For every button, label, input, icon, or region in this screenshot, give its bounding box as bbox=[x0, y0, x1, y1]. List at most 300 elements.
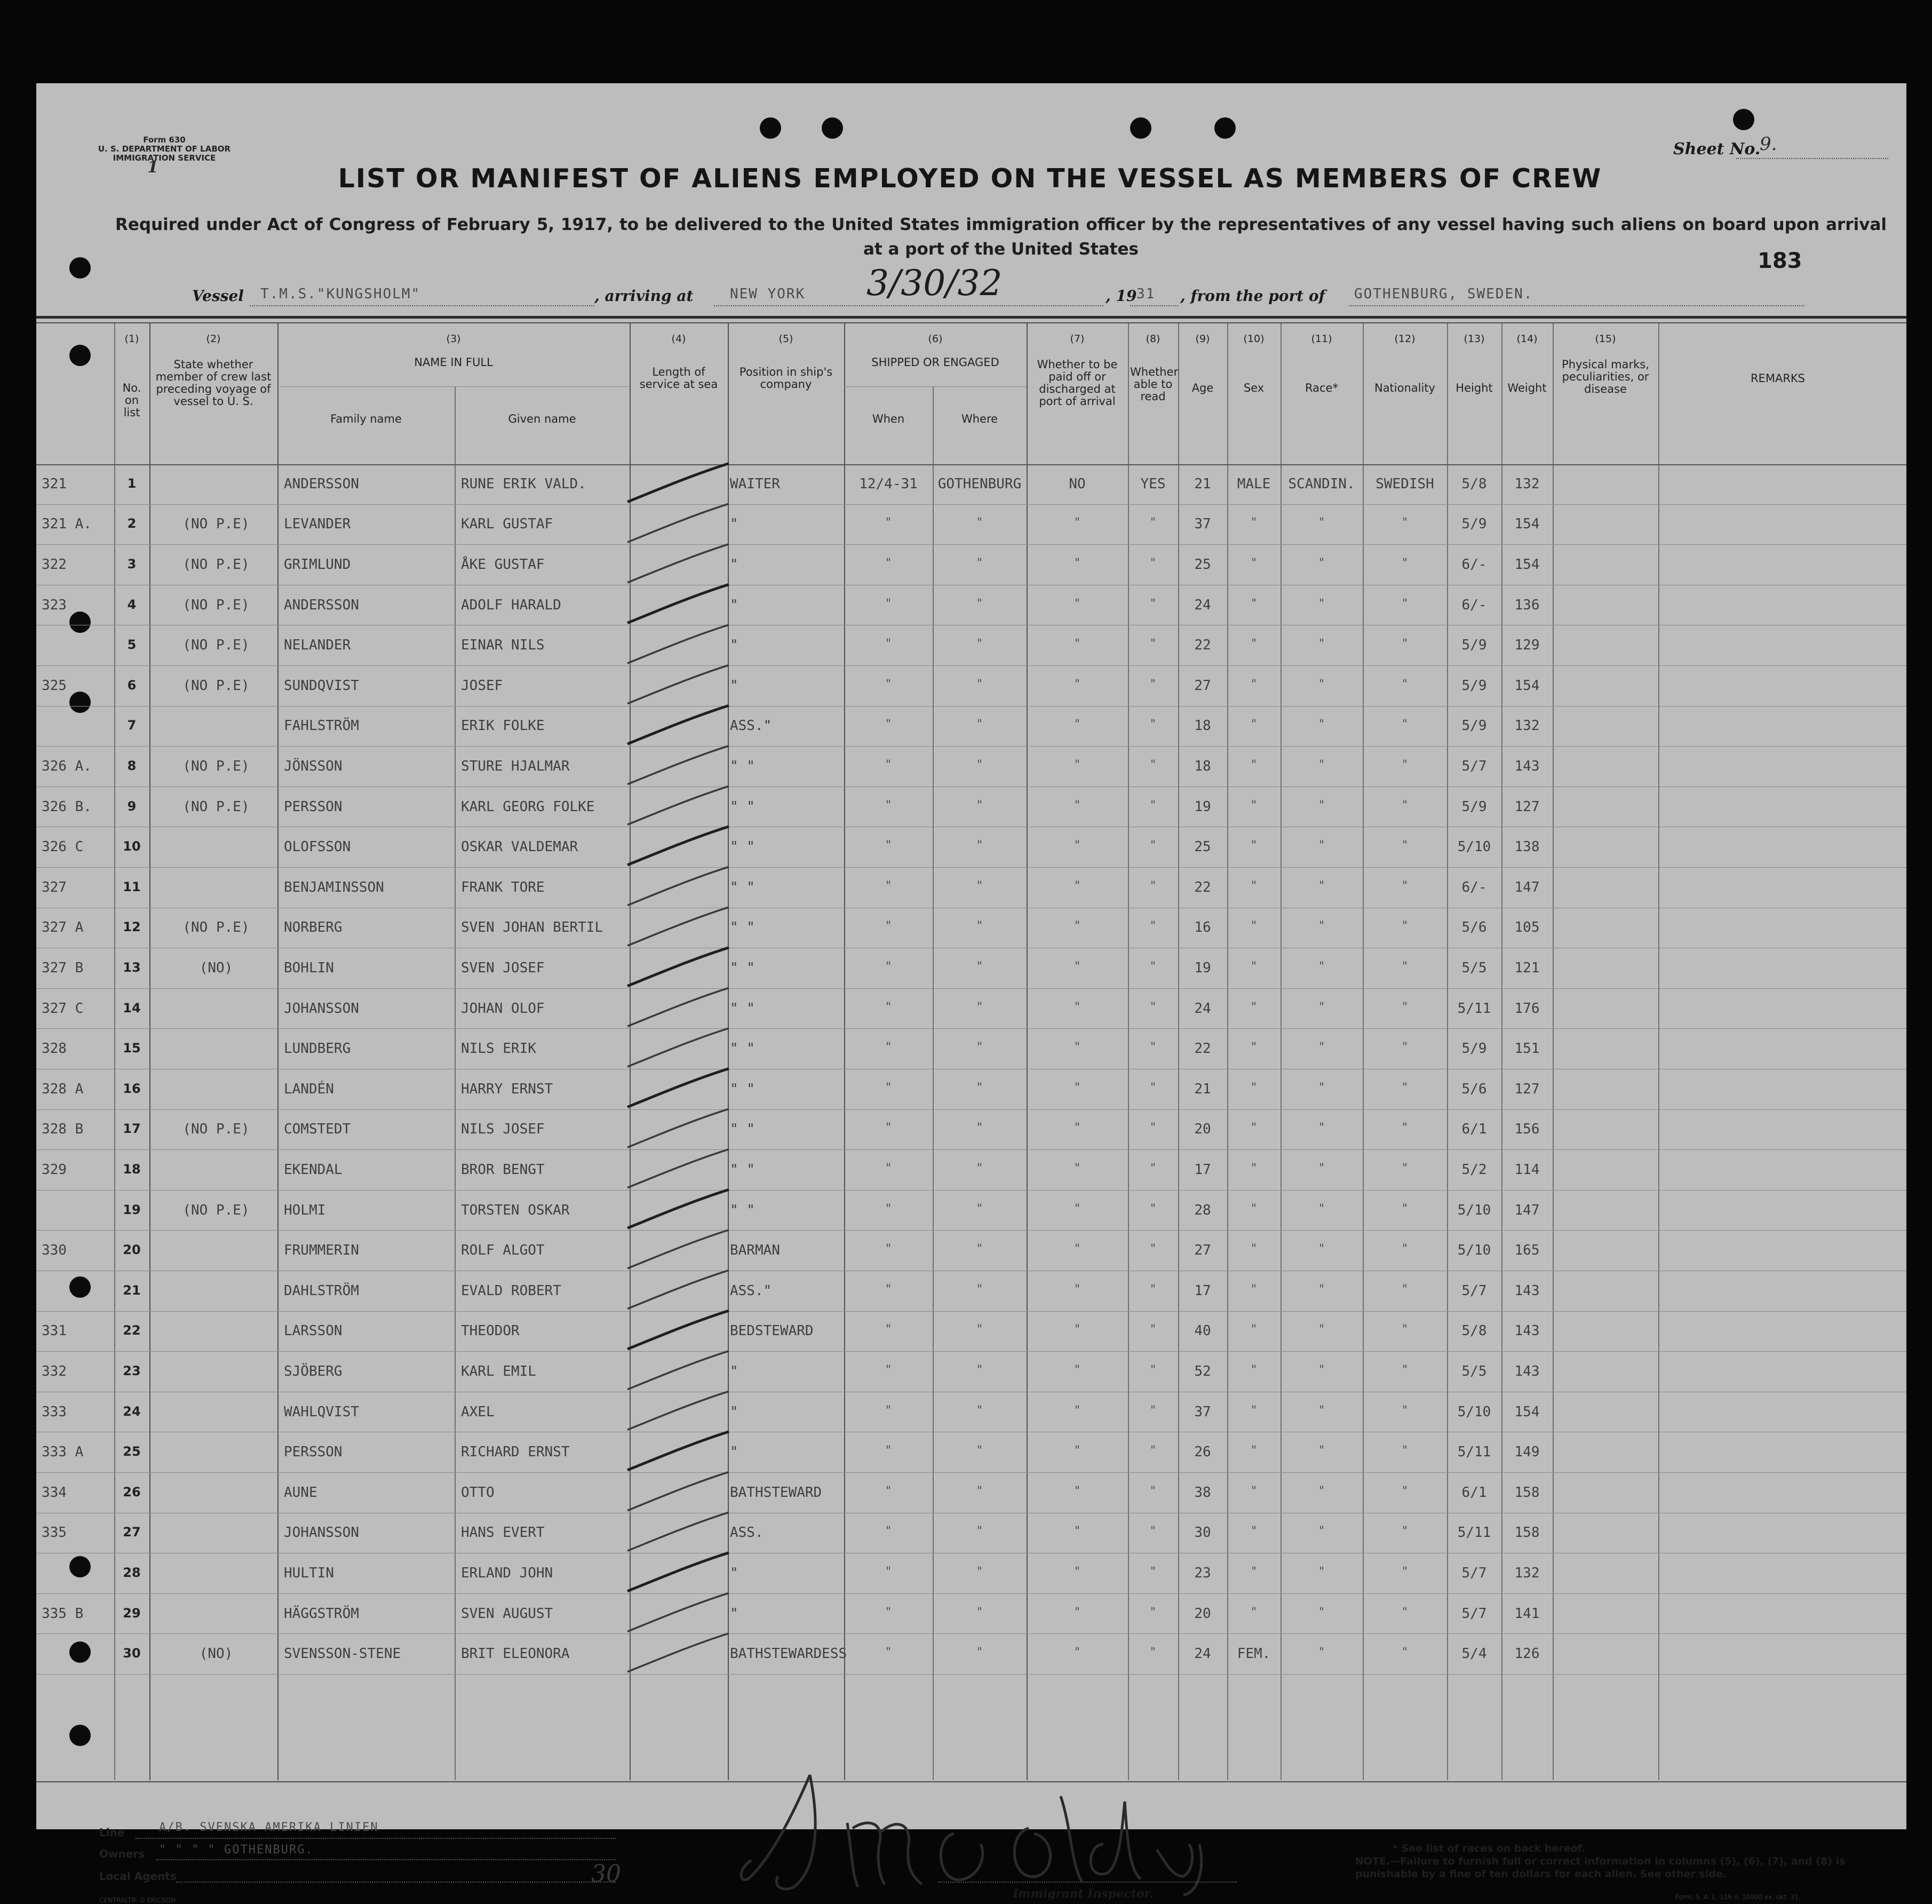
list-number: 8 bbox=[127, 758, 137, 773]
family-name: LARSSON bbox=[284, 1323, 343, 1339]
shipped-where: " bbox=[976, 1403, 983, 1417]
shipped-when: " bbox=[885, 1121, 892, 1135]
nationality: " bbox=[1401, 1646, 1409, 1660]
sex: " bbox=[1250, 1000, 1258, 1014]
able-to-read: " bbox=[1149, 1282, 1157, 1296]
age: 17 bbox=[1194, 1161, 1211, 1178]
shipped-where: " bbox=[976, 1000, 983, 1014]
previous-voyage: (NO P.E) bbox=[182, 556, 250, 573]
height: 5/7 bbox=[1461, 1605, 1487, 1622]
ref-number: 327 B bbox=[42, 959, 84, 976]
punch-hole bbox=[1214, 117, 1236, 139]
check-mark bbox=[627, 1391, 729, 1430]
height: 5/8 bbox=[1461, 1323, 1487, 1339]
height: 5/4 bbox=[1461, 1646, 1487, 1662]
position: WAITER bbox=[730, 475, 780, 492]
position: " bbox=[730, 1403, 738, 1420]
check-mark bbox=[627, 1553, 729, 1591]
shipped-when: " bbox=[885, 1444, 892, 1458]
table-row bbox=[36, 545, 1906, 585]
weight: 156 bbox=[1514, 1121, 1540, 1138]
paid-off: " bbox=[1074, 556, 1081, 570]
family-name: HÄGGSTRÖM bbox=[284, 1605, 359, 1622]
age: 38 bbox=[1194, 1484, 1211, 1501]
able-to-read: " bbox=[1149, 637, 1157, 651]
ref-number: 323 bbox=[42, 597, 67, 613]
nationality: " bbox=[1401, 1565, 1409, 1578]
sex: " bbox=[1250, 1121, 1258, 1135]
nationality: " bbox=[1401, 1605, 1409, 1619]
race: " bbox=[1318, 1605, 1325, 1619]
given-name: KARL GUSTAF bbox=[461, 516, 553, 533]
previous-voyage: (NO P.E) bbox=[182, 1202, 250, 1218]
sheet-label: Sheet No. bbox=[1673, 140, 1761, 158]
check-mark bbox=[627, 786, 729, 824]
race: SCANDIN. bbox=[1288, 475, 1355, 492]
ref-number: 328 B bbox=[42, 1121, 84, 1138]
given-name: BROR BENGT bbox=[461, 1161, 545, 1178]
table-row bbox=[36, 1110, 1906, 1151]
given-name: HARRY ERNST bbox=[461, 1081, 553, 1097]
sex: " bbox=[1250, 919, 1258, 933]
race: " bbox=[1318, 1202, 1325, 1216]
paid-off: " bbox=[1074, 1121, 1081, 1135]
height: 5/11 bbox=[1457, 1000, 1491, 1017]
ref-number: 327 A bbox=[42, 919, 84, 936]
table-row bbox=[36, 948, 1906, 989]
table-row bbox=[36, 1312, 1906, 1352]
weight: 143 bbox=[1514, 1363, 1540, 1379]
shipped-where: " bbox=[976, 879, 983, 893]
check-mark bbox=[627, 1311, 729, 1349]
column-number: (8) bbox=[1146, 333, 1160, 345]
shipped-when: " bbox=[885, 1242, 892, 1256]
position: " bbox=[730, 1444, 738, 1461]
list-number: 15 bbox=[123, 1041, 141, 1056]
line-label: Line bbox=[99, 1826, 125, 1839]
weight: 126 bbox=[1514, 1646, 1540, 1662]
able-to-read: " bbox=[1149, 1242, 1157, 1256]
given-name: JOHAN OLOF bbox=[461, 1000, 545, 1017]
given-name: THEODOR bbox=[461, 1323, 520, 1339]
table-row bbox=[36, 707, 1906, 747]
shipped-where: " bbox=[976, 1161, 983, 1175]
table-row bbox=[36, 1473, 1906, 1513]
height: 5/9 bbox=[1461, 677, 1487, 694]
column-number: (15) bbox=[1595, 333, 1616, 345]
check-mark bbox=[627, 1351, 729, 1390]
family-name: EKENDAL bbox=[284, 1161, 343, 1178]
shipped-where: " bbox=[976, 637, 983, 651]
column-number: (4) bbox=[671, 333, 686, 345]
able-to-read: " bbox=[1149, 919, 1157, 933]
position: " bbox=[730, 556, 738, 573]
paid-off: " bbox=[1074, 798, 1081, 812]
able-to-read: " bbox=[1149, 1565, 1157, 1578]
check-mark bbox=[627, 544, 729, 583]
previous-voyage: (NO P.E) bbox=[182, 677, 250, 694]
position: " " bbox=[730, 839, 755, 855]
shipped-when: " bbox=[885, 1000, 892, 1014]
shipped-when: " bbox=[885, 1202, 892, 1216]
sex: " bbox=[1250, 1565, 1258, 1578]
family-name: HULTIN bbox=[284, 1565, 334, 1581]
punch-hole bbox=[69, 257, 91, 279]
race: " bbox=[1318, 1525, 1325, 1538]
shipped-when: " bbox=[885, 556, 892, 570]
ref-number: 335 bbox=[42, 1525, 67, 1541]
able-to-read: " bbox=[1149, 839, 1157, 853]
race: " bbox=[1318, 1646, 1325, 1660]
table-row bbox=[36, 1271, 1906, 1312]
race: " bbox=[1318, 1403, 1325, 1417]
stamped-number: 183 bbox=[1758, 249, 1802, 273]
race: " bbox=[1318, 798, 1325, 812]
race: " bbox=[1318, 1242, 1325, 1256]
age: 28 bbox=[1194, 1202, 1211, 1218]
shipped-when: " bbox=[885, 1605, 892, 1619]
height: 6/1 bbox=[1461, 1484, 1487, 1501]
height: 6/- bbox=[1461, 879, 1487, 895]
nationality: " bbox=[1401, 959, 1409, 973]
position: " " bbox=[730, 919, 755, 936]
age: 21 bbox=[1194, 475, 1211, 492]
column-number: (3) bbox=[446, 333, 461, 345]
table-row bbox=[36, 1392, 1906, 1433]
list-number: 5 bbox=[127, 637, 137, 653]
weight: 143 bbox=[1514, 1282, 1540, 1299]
position: " " bbox=[730, 798, 755, 815]
check-mark bbox=[627, 1633, 729, 1672]
race: " bbox=[1318, 556, 1325, 570]
race: " bbox=[1318, 1000, 1325, 1014]
sex: " bbox=[1250, 1444, 1258, 1458]
nationality: " bbox=[1401, 1202, 1409, 1216]
given-name: KARL EMIL bbox=[461, 1363, 536, 1379]
age: 25 bbox=[1194, 839, 1211, 855]
ref-number: 329 bbox=[42, 1161, 67, 1178]
height: 5/7 bbox=[1461, 1282, 1487, 1299]
position: " " bbox=[730, 1081, 755, 1097]
given-name: ROLF ALGOT bbox=[461, 1242, 545, 1259]
column-header-last_voyage: State whether member of crew last preceding voyage of vessel to U. S. bbox=[155, 358, 272, 408]
family-name: FAHLSTRÖM bbox=[284, 718, 359, 734]
given-name: NILS ERIK bbox=[461, 1041, 536, 1057]
nationality: " bbox=[1401, 1041, 1409, 1054]
list-number: 10 bbox=[123, 839, 141, 854]
punch-hole bbox=[1130, 117, 1151, 139]
table-row bbox=[36, 1150, 1906, 1191]
height: 6/- bbox=[1461, 556, 1487, 573]
year-suffix: 31 bbox=[1136, 286, 1156, 302]
shipped-where: " bbox=[976, 718, 983, 732]
shipped-where: " bbox=[976, 597, 983, 610]
shipped-where: " bbox=[976, 1605, 983, 1619]
department: U. S. DEPARTMENT OF LABOR bbox=[98, 144, 231, 154]
nationality: SWEDISH bbox=[1376, 475, 1434, 492]
form-number: Form 630 bbox=[143, 135, 186, 145]
weight: 127 bbox=[1514, 798, 1540, 815]
sex: " bbox=[1250, 677, 1258, 691]
race: " bbox=[1318, 758, 1325, 772]
shipped-when: " bbox=[885, 1363, 892, 1377]
column-header-paid_off: Whether to be paid off or discharged at port of arrival bbox=[1037, 358, 1118, 408]
paid-off: " bbox=[1074, 1403, 1081, 1417]
table-row bbox=[36, 1594, 1906, 1635]
weight: 127 bbox=[1514, 1081, 1540, 1097]
race: " bbox=[1318, 839, 1325, 853]
weight: 132 bbox=[1514, 475, 1540, 492]
race: " bbox=[1318, 1161, 1325, 1175]
weight: 149 bbox=[1514, 1444, 1540, 1461]
position: " bbox=[730, 597, 738, 613]
able-to-read: " bbox=[1149, 798, 1157, 812]
sex: " bbox=[1250, 1605, 1258, 1619]
ref-number: 332 bbox=[42, 1363, 67, 1379]
race: " bbox=[1318, 516, 1325, 530]
previous-voyage: (NO P.E) bbox=[182, 758, 250, 774]
column-group-family_name: NAME IN FULL bbox=[414, 356, 493, 369]
given-name: RUNE ERIK VALD. bbox=[461, 475, 586, 492]
family-name: SVENSSON-STENE bbox=[284, 1646, 401, 1662]
able-to-read: " bbox=[1149, 879, 1157, 893]
race: " bbox=[1318, 879, 1325, 893]
race: " bbox=[1318, 1041, 1325, 1054]
shipped-where: " bbox=[976, 516, 983, 530]
crew-table bbox=[36, 323, 1906, 1780]
position: " bbox=[730, 637, 738, 654]
shipped-when: " bbox=[885, 1565, 892, 1578]
family-name: COMSTEDT bbox=[284, 1121, 351, 1138]
able-to-read: " bbox=[1149, 758, 1157, 772]
check-mark bbox=[627, 463, 729, 502]
age: 19 bbox=[1194, 959, 1211, 976]
position: " bbox=[730, 1363, 738, 1379]
family-name: BENJAMINSSON bbox=[284, 879, 384, 895]
weight: 138 bbox=[1514, 839, 1540, 855]
family-name: HOLMI bbox=[284, 1202, 326, 1218]
age: 16 bbox=[1194, 919, 1211, 936]
race: " bbox=[1318, 597, 1325, 610]
family-name: JOHANSSON bbox=[284, 1000, 359, 1017]
list-number: 30 bbox=[123, 1646, 141, 1661]
list-number: 9 bbox=[127, 798, 137, 814]
given-name: NILS JOSEF bbox=[461, 1121, 545, 1138]
table-row bbox=[36, 464, 1906, 505]
check-mark bbox=[627, 665, 729, 703]
paid-off: " bbox=[1074, 1081, 1081, 1094]
ref-number: 326 C bbox=[42, 839, 84, 855]
shipped-where: " bbox=[976, 1525, 983, 1538]
sex: " bbox=[1250, 1081, 1258, 1094]
shipped-where: " bbox=[976, 1323, 983, 1337]
age: 27 bbox=[1194, 1242, 1211, 1259]
position: BARMAN bbox=[730, 1242, 780, 1259]
race-footnote: * See list of races on back hereof. bbox=[1393, 1843, 1586, 1854]
able-to-read: " bbox=[1149, 1605, 1157, 1619]
able-to-read: " bbox=[1149, 1403, 1157, 1417]
paid-off: " bbox=[1074, 1444, 1081, 1458]
given-name: HANS EVERT bbox=[461, 1525, 545, 1541]
list-number: 4 bbox=[127, 597, 137, 612]
position: " " bbox=[730, 1000, 755, 1017]
paid-off: " bbox=[1074, 1161, 1081, 1175]
given-name: JOSEF bbox=[461, 677, 503, 694]
race: " bbox=[1318, 1282, 1325, 1296]
table-row bbox=[36, 1553, 1906, 1594]
page-subtitle: Required under Act of Congress of February 5, 1917, to be delivered to the United States immigration officer by the representatives of any vessel having such aliens on board upon arrival at a port of the United States bbox=[115, 215, 1887, 259]
height: 5/10 bbox=[1457, 839, 1491, 855]
column-number: (12) bbox=[1394, 333, 1416, 345]
paid-off: " bbox=[1074, 1282, 1081, 1296]
height: 6/- bbox=[1461, 597, 1487, 613]
column-header-weight: Weight bbox=[1507, 382, 1547, 394]
column-number: (10) bbox=[1243, 333, 1265, 345]
list-number: 27 bbox=[123, 1525, 141, 1540]
check-mark bbox=[627, 1270, 729, 1308]
position: BATHSTEWARD bbox=[730, 1484, 822, 1501]
shipped-when: " bbox=[885, 1041, 892, 1054]
check-mark bbox=[627, 584, 729, 623]
sex: FEM. bbox=[1237, 1646, 1271, 1662]
paid-off: " bbox=[1074, 1041, 1081, 1054]
sex: MALE bbox=[1237, 475, 1271, 492]
vessel-name: T.M.S."KUNGSHOLM" bbox=[260, 286, 421, 302]
paid-off: " bbox=[1074, 677, 1081, 691]
sex: " bbox=[1250, 597, 1258, 610]
height: 5/11 bbox=[1457, 1444, 1491, 1461]
position: " bbox=[730, 516, 738, 533]
age: 22 bbox=[1194, 879, 1211, 895]
check-mark bbox=[627, 1593, 729, 1631]
nationality: " bbox=[1401, 1242, 1409, 1256]
column-header-list_no: No. on list bbox=[122, 382, 141, 419]
race: " bbox=[1318, 959, 1325, 973]
nationality: " bbox=[1401, 516, 1409, 530]
height: 5/6 bbox=[1461, 1081, 1487, 1097]
nationality: " bbox=[1401, 879, 1409, 893]
position: " bbox=[730, 677, 738, 694]
previous-voyage: (NO P.E) bbox=[182, 516, 250, 533]
race: " bbox=[1318, 1444, 1325, 1458]
shipped-when: " bbox=[885, 1081, 892, 1094]
race: " bbox=[1318, 718, 1325, 732]
shipped-where: " bbox=[976, 959, 983, 973]
list-number: 26 bbox=[123, 1484, 141, 1500]
column-number: (14) bbox=[1516, 333, 1538, 345]
column-header-remarks: REMARKS bbox=[1750, 372, 1806, 385]
weight: 165 bbox=[1514, 1242, 1540, 1259]
height: 5/10 bbox=[1457, 1242, 1491, 1259]
weight: 141 bbox=[1514, 1605, 1540, 1622]
list-number: 29 bbox=[123, 1605, 141, 1621]
height: 5/11 bbox=[1457, 1525, 1491, 1541]
nationality: " bbox=[1401, 798, 1409, 812]
paid-off: " bbox=[1074, 718, 1081, 732]
shipped-where: " bbox=[976, 1444, 983, 1458]
age: 40 bbox=[1194, 1323, 1211, 1339]
check-mark bbox=[627, 1472, 729, 1510]
shipped-when: " bbox=[885, 637, 892, 651]
height: 5/5 bbox=[1461, 1363, 1487, 1379]
table-row bbox=[36, 747, 1906, 787]
weight: 154 bbox=[1514, 677, 1540, 694]
shipped-where: " bbox=[976, 919, 983, 933]
position: " " bbox=[730, 758, 755, 774]
handwritten-note: 30 bbox=[591, 1860, 621, 1887]
nationality: " bbox=[1401, 1282, 1409, 1296]
check-mark bbox=[627, 1028, 729, 1067]
family-name: SJÖBERG bbox=[284, 1363, 343, 1379]
table-row bbox=[36, 1432, 1906, 1473]
height: 5/9 bbox=[1461, 1041, 1487, 1057]
able-to-read: " bbox=[1149, 1081, 1157, 1094]
able-to-read: " bbox=[1149, 1121, 1157, 1135]
year-prefix: , 19 bbox=[1106, 287, 1137, 305]
weight: 158 bbox=[1514, 1525, 1540, 1541]
owners-label: Owners bbox=[99, 1847, 145, 1860]
previous-voyage: (NO P.E) bbox=[182, 798, 250, 815]
able-to-read: " bbox=[1149, 718, 1157, 732]
height: 5/2 bbox=[1461, 1161, 1487, 1178]
shipped-where: " bbox=[976, 839, 983, 853]
ref-number: 333 bbox=[42, 1403, 67, 1420]
nationality: " bbox=[1401, 1363, 1409, 1377]
nationality: " bbox=[1401, 1081, 1409, 1094]
paid-off: " bbox=[1074, 1000, 1081, 1014]
shipped-where: GOTHENBURG bbox=[937, 475, 1022, 492]
shipped-where: " bbox=[976, 1565, 983, 1578]
able-to-read: " bbox=[1149, 1202, 1157, 1216]
nationality: " bbox=[1401, 1000, 1409, 1014]
given-name: FRANK TORE bbox=[461, 879, 545, 895]
paid-off: NO bbox=[1069, 475, 1086, 492]
table-row bbox=[36, 787, 1906, 828]
given-name: TORSTEN OSKAR bbox=[461, 1202, 570, 1218]
column-number: (6) bbox=[928, 333, 943, 345]
nationality: " bbox=[1401, 718, 1409, 732]
list-number: 17 bbox=[123, 1121, 141, 1137]
given-name: ADOLF HARALD bbox=[461, 597, 561, 613]
shipped-where: " bbox=[976, 1041, 983, 1054]
table-row bbox=[36, 908, 1906, 949]
nationality: " bbox=[1401, 1161, 1409, 1175]
table-row bbox=[36, 827, 1906, 868]
given-name: SVEN JOHAN BERTIL bbox=[461, 919, 603, 936]
group-rule bbox=[277, 386, 630, 387]
shipped-when: " bbox=[885, 718, 892, 732]
position: " " bbox=[730, 1161, 755, 1178]
column-number: (13) bbox=[1464, 333, 1485, 345]
ref-number: 331 bbox=[42, 1323, 67, 1339]
table-row bbox=[36, 1352, 1906, 1392]
ref-number: 321 bbox=[42, 475, 67, 492]
shipped-when: " bbox=[885, 1323, 892, 1337]
shipped-when: " bbox=[885, 1646, 892, 1660]
column-header-nationality: Nationality bbox=[1374, 382, 1435, 394]
list-number: 1 bbox=[127, 475, 137, 491]
table-row bbox=[36, 1029, 1906, 1069]
group-rule bbox=[844, 386, 1027, 387]
able-to-read: " bbox=[1149, 677, 1157, 691]
service: IMMIGRATION SERVICE bbox=[113, 153, 216, 163]
nationality: " bbox=[1401, 1323, 1409, 1337]
family-name: PERSSON bbox=[284, 798, 343, 815]
weight: 143 bbox=[1514, 758, 1540, 774]
sex: " bbox=[1250, 959, 1258, 973]
paid-off: " bbox=[1074, 1363, 1081, 1377]
height: 5/8 bbox=[1461, 475, 1487, 492]
